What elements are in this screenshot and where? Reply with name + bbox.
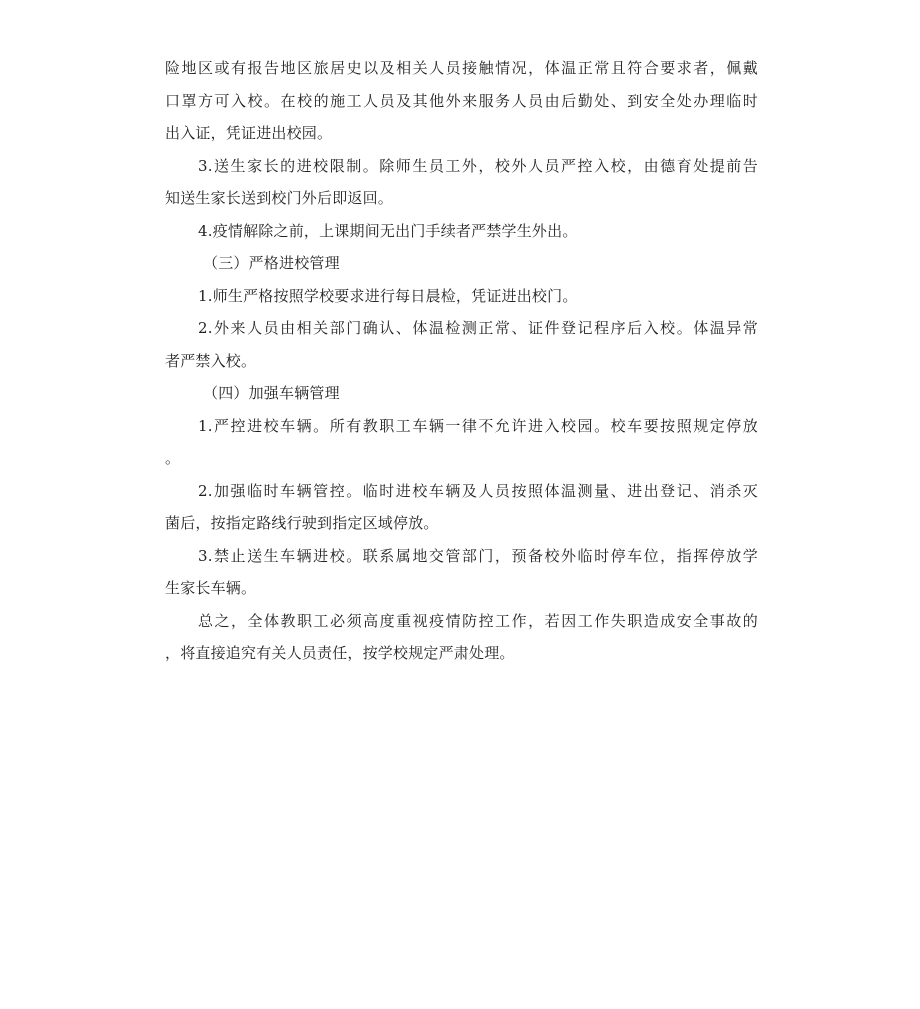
paragraph-line: ，将直接追究有关人员责任，按学校规定严肃处理。 [165, 644, 515, 662]
paragraph-line: 1.师生严格按照学校要求进行每日晨检，凭证进出校门。 [198, 286, 578, 305]
paragraph-line: 生家长车辆。 [165, 579, 257, 597]
paragraph-line: 3.送生家长的进校限制。除师生员工外，校外人员严控入校，由德育处提前告 [198, 156, 758, 175]
paragraph-line: 2.加强临时车辆管控。临时进校车辆及人员按照体温测量、进出登记、消杀灭 [198, 481, 758, 500]
section-heading: （三）严格进校管理 [203, 254, 340, 272]
paragraph-line: 口罩方可入校。在校的施工人员及其他外来服务人员由后勤处、到安全处办理临时 [165, 91, 758, 110]
paragraph-line: 总之，全体教职工必须高度重视疫情防控工作，若因工作失职造成安全事故的 [198, 611, 758, 630]
paragraph-line: 1.严控进校车辆。所有教职工车辆一律不允许进入校园。校车要按照规定停放 [198, 416, 758, 435]
paragraph-line: 4.疫情解除之前，上课期间无出门手续者严禁学生外出。 [198, 221, 578, 240]
paragraph-line: 2.外来人员由相关部门确认、体温检测正常、证件登记程序后入校。体温异常 [198, 319, 758, 337]
paragraph-line: 者严禁入校。 [165, 351, 257, 370]
section-heading: （四）加强车辆管理 [203, 384, 340, 402]
paragraph-line: 出入证，凭证进出校园。 [165, 124, 333, 142]
paragraph-line: 。 [165, 449, 181, 467]
paragraph-line: 险地区或有报告地区旅居史以及相关人员接触情况，体温正常且符合要求者，佩戴 [165, 59, 758, 77]
paragraph-line: 菌后，按指定路线行驶到指定区域停放。 [165, 514, 439, 532]
paragraph-line: 知送生家长送到校门外后即返回。 [165, 189, 394, 207]
document-body [165, 52, 758, 670]
paragraph-line: 3.禁止送生车辆进校。联系属地交管部门，预备校外临时停车位，指挥停放学 [198, 546, 758, 565]
